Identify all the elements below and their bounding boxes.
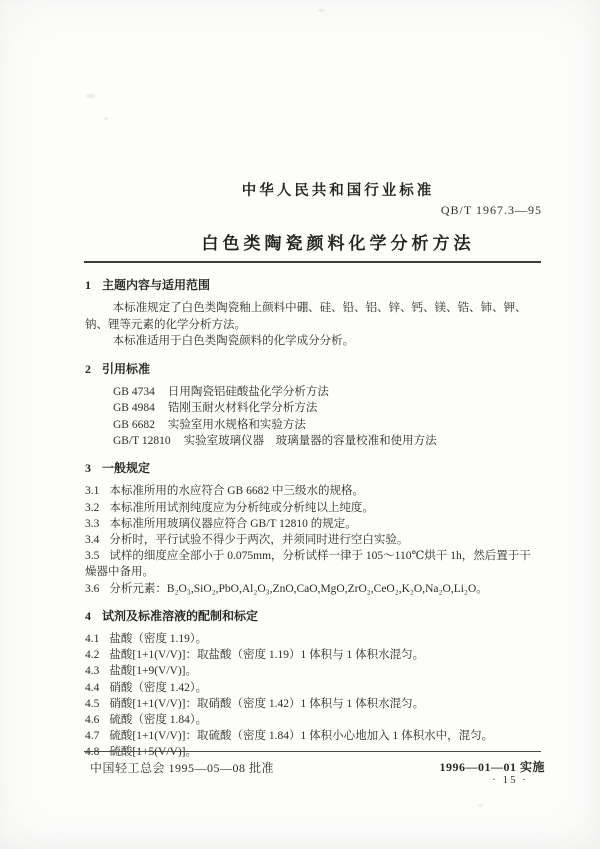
- reference-row: [113, 417, 541, 433]
- clause-row: [85, 712, 541, 728]
- paragraph: 本标准适用于白色类陶瓷颜料的化学成分分析。: [112, 335, 355, 348]
- clause-text: 盐酸（密度 1.19）。: [109, 632, 208, 645]
- section-number: 1: [85, 278, 91, 292]
- standard-number: QB/T 1967.3—95: [440, 203, 542, 217]
- reference-title: 实验室玻璃仪器 玻璃量器的容量校准和使用方法: [183, 434, 437, 447]
- clause-text: 盐酸[1+1(V/V)]：取盐酸（密度 1.19）1 体积与 1 体积水混匀。: [109, 649, 425, 662]
- clause-number: 4.1: [85, 632, 100, 645]
- reference-code: GB 4984: [113, 402, 155, 415]
- scan-speck: [86, 94, 95, 98]
- clause-row: [85, 483, 541, 499]
- scan-speck: [478, 804, 483, 807]
- footer-approval: 中国轻工总会 1995—05—08 批准: [90, 761, 275, 775]
- reference-title: 日用陶瓷铝硅酸盐化学分析方法: [167, 385, 329, 398]
- scan-speck: [318, 9, 325, 12]
- paragraph: 本标准规定了白色类陶瓷釉上颜料中硼、硅、铅、铝、锌、钙、镁、锆、铈、钾、钠、锂等元素的化学分析方法。: [85, 302, 527, 331]
- clause-number: 4.6: [85, 713, 100, 726]
- clause-row: [85, 581, 541, 597]
- standard-body-heading: 中华人民共和国行业标准: [241, 183, 435, 199]
- clause-number: 3.6: [85, 582, 100, 595]
- clause-text: 分析时，平行试验不得少于两次，并须同时进行空白实验。: [109, 533, 409, 546]
- clause-row: [85, 696, 541, 712]
- clause-number: 4.4: [85, 681, 100, 694]
- clause-text: 硫酸[1+5(V/V)]。: [109, 746, 197, 759]
- clause-row: [85, 631, 541, 647]
- section-number: 4: [85, 608, 91, 623]
- footer-rule: [84, 751, 541, 752]
- reference-code: GB/T 12810: [113, 434, 171, 447]
- clause-text: 硫酸（密度 1.84）。: [109, 713, 208, 726]
- section-heading-text: 一般规定: [102, 461, 151, 476]
- clause-row: [85, 548, 541, 580]
- reference-row: [113, 384, 541, 400]
- page-number: · 15 ·: [492, 774, 528, 786]
- clause-row: [85, 728, 541, 744]
- clause-number: 3.2: [85, 501, 100, 514]
- reference-row: [113, 400, 541, 416]
- clause-row: [85, 680, 541, 696]
- section-3-heading: [85, 460, 541, 476]
- section-number: 3: [85, 461, 91, 476]
- reference-code: GB 4734: [113, 385, 155, 398]
- section-heading-text: 引用标准: [102, 361, 151, 376]
- clause-text: 盐酸[1+9(V/V)]。: [109, 665, 197, 678]
- section-4-heading: [85, 608, 541, 624]
- clause-number: 3.3: [85, 517, 100, 530]
- section-1-heading: [85, 277, 541, 293]
- clause-text: 分析元素：B₂O₃,SiO₂,PbO,Al₂O₃,ZnO,CaO,MgO,ZrO₂,CeO₂,K₂O,Na₂O,Li₂O。: [109, 582, 488, 595]
- clause-text: 本标准所用玻璃仪器应符合 GB/T 12810 的规定。: [109, 517, 357, 530]
- clause-row: [85, 500, 541, 516]
- clause-number: 3.1: [85, 485, 100, 498]
- clause-number: 3.5: [85, 550, 100, 563]
- section-heading-text: 试剂及标准溶液的配制和标定: [102, 608, 259, 623]
- clause-text: 试样的细度应全部小于 0.075mm，分析试样一律于 105～110℃烘干 1h，然后置于干燥器中备用。: [85, 550, 531, 579]
- document-body: [85, 277, 541, 761]
- reference-title: 实验室用水规格和实验方法: [167, 418, 306, 431]
- footer-implementation: 1996—01—01 实施: [439, 760, 545, 774]
- reference-title: 锆刚玉耐火材料化学分析方法: [167, 402, 318, 415]
- header-rule: [84, 261, 541, 263]
- clause-row: [85, 663, 541, 679]
- clause-number: 3.4: [85, 533, 100, 546]
- clause-number: 4.3: [85, 665, 100, 678]
- clause-row: [85, 647, 541, 663]
- clause-text: 硫酸[1+1(V/V)]：取硫酸（密度 1.84）1 体积小心地加入 1 体积水中，混匀。: [109, 730, 494, 743]
- clause-number: 4.8: [85, 746, 100, 759]
- clause-number: 4.2: [85, 649, 100, 662]
- clause-row: [85, 516, 541, 532]
- clause-number: 4.5: [85, 697, 100, 710]
- section-heading-text: 主题内容与适用范围: [102, 278, 211, 292]
- page-title: 白色类陶瓷颜料化学分析方法: [201, 234, 475, 253]
- scan-speck: [104, 117, 108, 120]
- section-2-heading: [85, 361, 541, 377]
- clause-text: 硝酸（密度 1.42）。: [109, 681, 208, 694]
- reference-code: GB 6682: [113, 418, 155, 431]
- reference-row: [113, 433, 541, 449]
- clause-text: 硝酸[1+1(V/V)]：取硝酸（密度 1.42）1 体积与 1 体积水混匀。: [109, 697, 425, 710]
- clause-text: 本标准所用的水应符合 GB 6682 中三级水的规格。: [109, 485, 364, 498]
- clause-text: 本标准所用试剂纯度应为分析纯或分析纯以上纯度。: [109, 501, 374, 514]
- clause-number: 4.7: [85, 730, 100, 743]
- section-number: 2: [85, 361, 91, 376]
- clause-row: [85, 532, 541, 548]
